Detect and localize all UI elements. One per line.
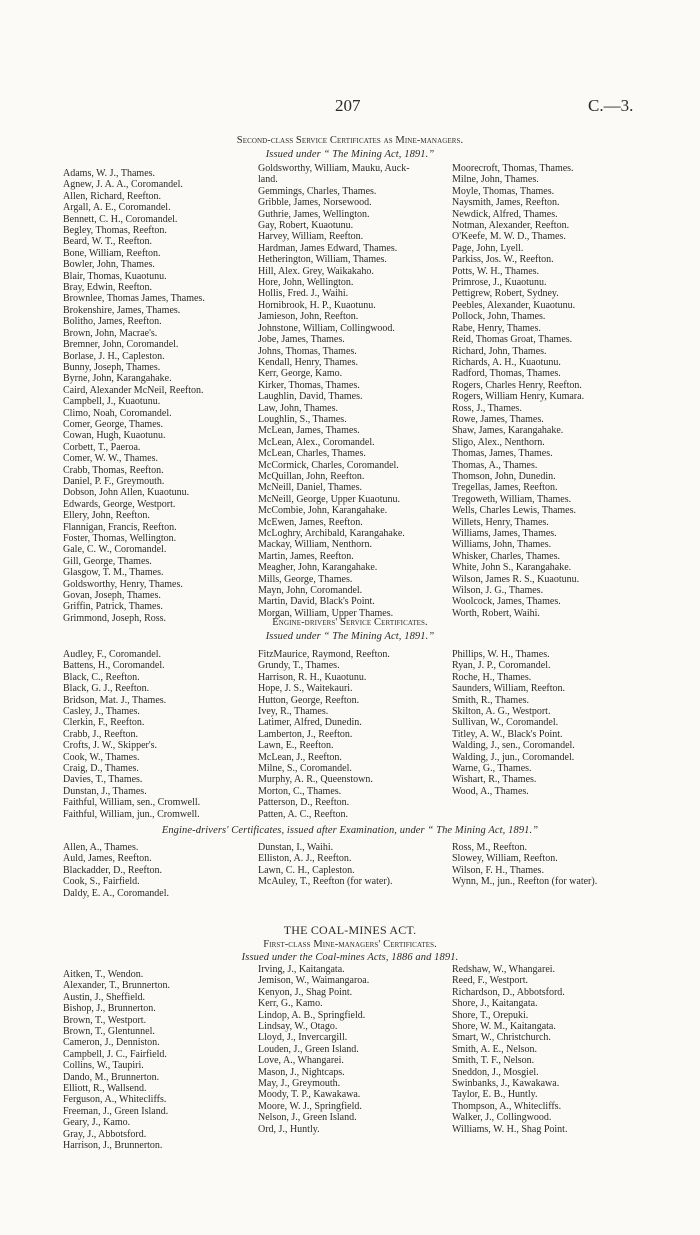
list-item: Moyle, Thomas, Thames. bbox=[452, 185, 555, 197]
list-item: Walker, J., Collingwood. bbox=[452, 1112, 552, 1124]
section-subtitle: Issued under “ The Mining Act, 1891.” bbox=[265, 631, 435, 642]
list-item: Patten, A. C., Reefton. bbox=[258, 808, 348, 820]
list-item: Lindop, A. B., Springfield. bbox=[258, 1009, 366, 1021]
list-item: Bremner, John, Coromandel. bbox=[63, 339, 179, 351]
list-item: Byrne, John, Karangahake. bbox=[63, 373, 172, 385]
list-item: Swinbanks, J., Kawakawa. bbox=[452, 1078, 560, 1090]
list-item: Brokenshire, James, Thames. bbox=[63, 304, 181, 316]
list-item: Bishop, J., Brunnerton. bbox=[63, 1003, 156, 1015]
list-item: Campbell, J. C., Fairfield. bbox=[63, 1048, 167, 1060]
list-item: Lloyd, J., Invercargill. bbox=[258, 1032, 348, 1044]
list-item: Harrison, R. H., Kuaotunu. bbox=[258, 671, 367, 683]
list-item: Rogers, Charles Henry, Reefton. bbox=[452, 379, 582, 391]
list-item: Richardson, D., Abbotsford. bbox=[452, 986, 565, 998]
list-item: Smart, W., Christchurch. bbox=[452, 1032, 551, 1044]
list-item: Wood, A., Thames. bbox=[452, 785, 529, 797]
list-item: Ross, J., Thames. bbox=[452, 402, 522, 414]
list-item: Climo, Noah, Coromandel. bbox=[63, 407, 172, 419]
list-item: McLean, Alex., Coromandel. bbox=[258, 436, 375, 448]
list-item: Phillips, W. H., Thames. bbox=[452, 649, 550, 660]
list-item: Radford, Thomas, Thames. bbox=[452, 368, 561, 380]
list-item: Bray, Edwin, Reefton. bbox=[63, 282, 153, 294]
list-item: Mayn, John, Coromandel. bbox=[258, 585, 363, 597]
list-item: Walding, J., sen., Coromandel. bbox=[452, 740, 575, 752]
list-item: Gemmings, Charles, Thames. bbox=[258, 185, 377, 197]
list-item: Woolcock, James, Thames. bbox=[452, 596, 561, 608]
list-item: Comer, George, Thames. bbox=[63, 418, 164, 430]
list-item: Edwards, George, Westport. bbox=[63, 498, 176, 510]
list-item: Martin, David, Black's Point. bbox=[258, 596, 375, 608]
list-item: May, J., Greymouth. bbox=[258, 1078, 341, 1090]
list-item: Saunders, William, Reefton. bbox=[452, 683, 566, 695]
list-item: Wishart, R., Thames. bbox=[452, 774, 537, 786]
list-item: O'Keefe, M. W. D., Thames. bbox=[452, 231, 566, 243]
list-item: Crabb, J., Reefton. bbox=[63, 728, 138, 740]
name-list bbox=[258, 163, 410, 619]
list-item: Ryan, J. P., Coromandel. bbox=[452, 660, 551, 672]
list-item: Whisker, Charles, Thames. bbox=[452, 550, 560, 562]
list-item: Thomas, A., Thames. bbox=[452, 459, 538, 471]
list-item: Sligo, Alex., Nenthorn. bbox=[452, 436, 545, 448]
list-item: Guthrie, James, Wellington. bbox=[258, 208, 370, 220]
list-item: Love, A., Whangarei. bbox=[258, 1055, 344, 1067]
list-item: Craig, D., Thames. bbox=[63, 763, 139, 775]
section-title bbox=[0, 825, 700, 836]
list-item: Goldsworthy, William, Mauku, Auck- bbox=[258, 163, 410, 174]
list-item: Harrison, J., Brunnerton. bbox=[63, 1140, 163, 1152]
list-item: Bennett, C. H., Coromandel. bbox=[63, 213, 178, 225]
list-item: Gribble, James, Norsewood. bbox=[258, 197, 372, 209]
list-item: Caird, Alexander McNeil, Reefton. bbox=[63, 384, 204, 396]
list-item: Glasgow, T. M., Thames. bbox=[63, 567, 164, 579]
list-item: Corbett, T., Paeroa. bbox=[63, 441, 141, 453]
name-list bbox=[63, 969, 170, 1152]
list-item: Richard, John, Thames. bbox=[452, 345, 547, 357]
list-item: Meagher, John, Karangahake. bbox=[258, 562, 378, 574]
list-item: Hore, John, Wellington. bbox=[258, 277, 354, 289]
list-item: Peebles, Alexander, Kuaotunu. bbox=[452, 299, 576, 311]
list-item: Wells, Charles Lewis, Thames. bbox=[452, 505, 576, 517]
list-item: Mackay, William, Nenthorn. bbox=[258, 539, 373, 551]
list-item: Grimmond, Joseph, Ross. bbox=[63, 612, 167, 624]
series-code: C.—3. bbox=[588, 96, 634, 115]
name-list bbox=[258, 842, 393, 888]
list-item: Taylor, E. B., Huntly. bbox=[452, 1089, 538, 1101]
list-item: Kendall, Henry, Thames. bbox=[258, 356, 358, 368]
list-item: Willets, Henry, Thames. bbox=[452, 516, 549, 528]
list-item: McNeill, George, Upper Kuaotunu. bbox=[258, 493, 401, 505]
list-item: Page, John, Lyell. bbox=[452, 242, 524, 254]
list-item: Moody, T. P., Kawakawa. bbox=[258, 1089, 361, 1101]
list-item: Comer, W. W., Thames. bbox=[63, 453, 158, 465]
list-item: Potts, W. H., Thames. bbox=[452, 265, 540, 277]
list-item: Mason, J., Nightcaps. bbox=[258, 1066, 345, 1078]
list-item: Smith, R., Thames. bbox=[452, 694, 530, 706]
list-item: Cameron, J., Denniston. bbox=[63, 1037, 160, 1049]
list-item: Harvey, William, Reefton. bbox=[258, 231, 364, 243]
list-item: Worth, Robert, Waihi. bbox=[452, 607, 540, 619]
list-item: Smith, T. F., Nelson. bbox=[452, 1055, 535, 1067]
list-item: Shore, W. M., Kaitangata. bbox=[452, 1021, 556, 1033]
list-item: Campbell, J., Kuaotunu. bbox=[63, 396, 161, 408]
list-item: Ross, M., Reefton. bbox=[452, 842, 527, 853]
list-item: Blair, Thomas, Kuaotunu. bbox=[63, 270, 167, 282]
list-item: Rowe, James, Thames. bbox=[452, 413, 544, 425]
list-item: Alexander, T., Brunnerton. bbox=[63, 980, 170, 992]
list-item: Blackadder, D., Reefton. bbox=[63, 864, 163, 876]
list-item: Reed, F., Westport. bbox=[452, 975, 528, 987]
list-item: Crofts, J. W., Skipper's. bbox=[63, 740, 158, 752]
list-item: Begley, Thomas, Reefton. bbox=[63, 225, 167, 237]
list-item: Allen, Richard, Reefton. bbox=[63, 190, 162, 202]
list-item: Primrose, J., Kuaotunu. bbox=[452, 277, 547, 289]
list-item: Wynn, M., jun., Reefton (for water). bbox=[452, 876, 598, 888]
list-item: Bolitho, James, Reefton. bbox=[63, 316, 162, 328]
list-item: Jemison, W., Waimangaroa. bbox=[258, 975, 370, 987]
list-item: Slowey, William, Reefton. bbox=[452, 853, 558, 865]
list-item: Titley, A. W., Black's Point. bbox=[452, 728, 563, 740]
list-item: Kenyon, J., Shag Point. bbox=[258, 986, 353, 998]
list-item: Dando, M., Brunnerton. bbox=[63, 1071, 160, 1083]
section-title-italic: Engine-drivers' Certificates, issued after Examination, under bbox=[161, 825, 425, 836]
list-item: Adams, W. J., Thames. bbox=[63, 168, 156, 179]
list-item: Thomas, James, Thames. bbox=[452, 448, 553, 460]
list-item: Louden, J., Green Island. bbox=[258, 1043, 359, 1055]
section-title: Second-class Service Certificates as Mine-managers. bbox=[236, 135, 464, 146]
list-item: Cook, S., Fairfield. bbox=[63, 876, 140, 888]
act-title: THE COAL-MINES ACT. bbox=[283, 923, 417, 937]
list-item: Tregellas, James, Reefton. bbox=[452, 482, 558, 494]
list-item: Newdick, Alfred, Thames. bbox=[452, 208, 558, 220]
list-item: Borlase, J. H., Capleston. bbox=[63, 350, 165, 362]
list-item: Auld, James, Reefton. bbox=[63, 853, 152, 865]
name-list bbox=[452, 163, 584, 619]
list-item: McCormick, Charles, Coromandel. bbox=[258, 459, 399, 471]
list-item: Allen, A., Thames. bbox=[63, 842, 139, 853]
list-item: Mills, George, Thames. bbox=[258, 573, 353, 585]
list-item: land. bbox=[258, 174, 278, 186]
list-item: McLean, Charles, Thames. bbox=[258, 448, 366, 460]
section-title: First-class Mine-managers' Certificates. bbox=[263, 939, 437, 950]
list-item: Law, John, Thames. bbox=[258, 402, 338, 414]
list-item: Hollis, Fred. J., Waihi. bbox=[258, 288, 349, 300]
list-item: Roche, H., Thames. bbox=[452, 671, 532, 683]
list-item: Brown, T., Westport. bbox=[63, 1014, 147, 1026]
name-list bbox=[63, 649, 200, 820]
list-item: Argall, A. E., Coromandel. bbox=[63, 202, 171, 214]
list-item: McAuley, T., Reefton (for water). bbox=[258, 876, 393, 888]
list-item: Collins, W., Taupiri. bbox=[63, 1060, 144, 1072]
list-item: Notman, Alexander, Reefton. bbox=[452, 220, 570, 232]
list-item: Hutton, George, Reefton. bbox=[258, 694, 360, 706]
list-item: Elliston, A. J., Reefton. bbox=[258, 853, 352, 865]
list-item: Brown, T., Glentunnel. bbox=[63, 1026, 155, 1038]
list-item: Gale, C. W., Coromandel. bbox=[63, 544, 167, 556]
list-item: McLean, J., Reefton. bbox=[258, 751, 342, 763]
list-item: Crabb, Thomas, Reefton. bbox=[63, 464, 164, 476]
list-item: Hornibrook, H. P., Kuaotunu. bbox=[258, 299, 376, 311]
list-item: Lamberton, J., Reefton. bbox=[258, 728, 353, 740]
list-item: Hetherington, William, Thames. bbox=[258, 254, 387, 266]
list-item: Loughlin, S., Thames. bbox=[258, 413, 347, 425]
list-item: Milne, S., Coromandel. bbox=[258, 763, 352, 775]
list-item: Gay, Robert, Kuaotunu. bbox=[258, 220, 354, 232]
name-list bbox=[63, 168, 205, 624]
list-item: Flannigan, Francis, Reefton. bbox=[63, 521, 177, 533]
list-item: Shore, T., Orepuki. bbox=[452, 1009, 529, 1021]
list-item: Freeman, J., Green Island. bbox=[63, 1105, 169, 1117]
list-item: Warne, G., Thames. bbox=[452, 763, 532, 775]
list-item: Bridson, Mat. J., Thames. bbox=[63, 694, 167, 706]
list-item: Gray, J., Abbotsford. bbox=[63, 1128, 147, 1140]
name-list bbox=[258, 649, 390, 820]
name-list bbox=[452, 842, 597, 888]
list-item: Wilson, J. G., Thames. bbox=[452, 585, 544, 597]
list-item: Richards, A. H., Kuaotunu. bbox=[452, 356, 561, 368]
list-item: Geary, J., Kamo. bbox=[63, 1117, 131, 1129]
list-item: Murphy, A. R., Queenstown. bbox=[258, 774, 373, 786]
list-item: Patterson, D., Reefton. bbox=[258, 797, 350, 809]
list-item: Morgan, William, Upper Thames. bbox=[258, 607, 394, 619]
list-item: Nelson, J., Green Island. bbox=[258, 1112, 357, 1124]
list-item: Thompson, A., Whitecliffs. bbox=[452, 1100, 562, 1112]
list-item: McLoghry, Archibald, Karangahake. bbox=[258, 528, 405, 539]
list-item: Thomson, John, Dunedin. bbox=[452, 470, 556, 482]
list-item: Naysmith, James, Reefton. bbox=[452, 197, 560, 209]
list-item: Rabe, Henry, Thames. bbox=[452, 322, 541, 334]
list-item: Griffin, Patrick, Thames. bbox=[63, 601, 163, 613]
list-item: Hope, J. S., Waitekauri. bbox=[258, 683, 353, 695]
list-item: Milne, John, Thames. bbox=[452, 174, 539, 186]
name-list bbox=[63, 842, 169, 899]
list-item: Bunny, Joseph, Thames. bbox=[63, 361, 161, 373]
list-item: Hardman, James Edward, Thames. bbox=[258, 242, 398, 254]
list-item: Brownlee, Thomas James, Thames. bbox=[63, 293, 205, 305]
list-item: Martin, James, Reefton. bbox=[258, 550, 354, 562]
list-item: Black, G. J., Reefton. bbox=[63, 683, 150, 695]
list-item: Ferguson, A., Whitecliffs. bbox=[63, 1094, 167, 1106]
list-item: McNeill, Daniel, Thames. bbox=[258, 482, 362, 494]
list-item: Davies, T., Thames. bbox=[63, 774, 143, 786]
list-item: Johns, Thomas, Thames. bbox=[258, 345, 357, 357]
list-item: Goldsworthy, Henry, Thames. bbox=[63, 578, 183, 590]
list-item: Agnew, J. A. A., Coromandel. bbox=[63, 179, 183, 191]
list-item: Brown, John, Macrae's. bbox=[63, 327, 158, 339]
list-item: Audley, F., Coromandel. bbox=[63, 649, 161, 660]
list-item: Kirker, Thomas, Thames. bbox=[258, 379, 360, 391]
list-item: Aitken, T., Wendon. bbox=[63, 969, 144, 980]
list-item: McCombie, John, Karangahake. bbox=[258, 505, 388, 517]
list-item: Shore, J., Kaitangata. bbox=[452, 998, 538, 1010]
list-item: Foster, Thomas, Wellington. bbox=[63, 533, 177, 544]
list-item: Ivey, R., Thames. bbox=[258, 706, 329, 718]
list-item: Ord, J., Huntly. bbox=[258, 1123, 320, 1135]
list-item: Wilson, F. H., Thames. bbox=[452, 864, 544, 876]
list-item: White, John S., Karangahake. bbox=[452, 562, 572, 574]
name-list bbox=[258, 964, 369, 1135]
name-list bbox=[452, 964, 567, 1135]
list-item: Gill, George, Thames. bbox=[63, 555, 152, 567]
list-item: Smith, A. E., Nelson. bbox=[452, 1043, 538, 1055]
list-item: Cook, W., Thames. bbox=[63, 751, 140, 763]
list-item: Austin, J., Sheffield. bbox=[63, 991, 146, 1003]
list-item: Moorecroft, Thomas, Thames. bbox=[452, 163, 574, 174]
list-item: Shaw, James, Karangahake. bbox=[452, 425, 564, 437]
list-item: McEwen, James, Reefton. bbox=[258, 516, 363, 528]
list-item: Tregoweth, William, Thames. bbox=[452, 493, 572, 505]
list-item: Beard, W. T., Reefton. bbox=[63, 236, 153, 248]
list-item: Elliott, R., Wallsend. bbox=[63, 1083, 147, 1095]
list-item: Williams, John, Thames. bbox=[452, 539, 552, 551]
list-item: Casley, J., Thames. bbox=[63, 706, 140, 718]
section-title: Engine-drivers' Service Certificates. bbox=[272, 617, 428, 628]
page-number: 207 bbox=[335, 96, 361, 115]
list-item: Skilton, A. G., Westport. bbox=[452, 706, 551, 718]
list-item: Black, C., Reefton. bbox=[63, 671, 140, 683]
list-item: Rogers, William Henry, Kumara. bbox=[452, 391, 585, 403]
list-item: McLean, James, Thames. bbox=[258, 425, 360, 437]
list-item: Irving, J., Kaitangata. bbox=[258, 964, 345, 975]
list-item: Lindsay, W., Otago. bbox=[258, 1021, 338, 1033]
list-item: Faithful, William, jun., Cromwell. bbox=[63, 808, 200, 820]
list-item: Clerkin, F., Reefton. bbox=[63, 717, 145, 729]
list-item: Latimer, Alfred, Dunedin. bbox=[258, 717, 362, 729]
list-item: Kerr, George, Kamo. bbox=[258, 368, 343, 380]
list-item: Lawn, C. H., Capleston. bbox=[258, 864, 355, 876]
section-title-quote: “ The Mining Act, 1891.” bbox=[424, 825, 539, 836]
list-item: Hill, Alex. Grey, Waikakaho. bbox=[258, 265, 374, 277]
list-item: Johnstone, William, Collingwood. bbox=[258, 322, 395, 334]
list-item: Sneddon, J., Mosgiel. bbox=[452, 1066, 539, 1078]
list-item: Sullivan, W., Coromandel. bbox=[452, 717, 559, 729]
list-item: Pettigrew, Robert, Sydney. bbox=[452, 288, 559, 300]
list-item: Daniel, P. F., Greymouth. bbox=[63, 475, 165, 487]
list-item: Redshaw, W., Whangarei. bbox=[452, 964, 556, 975]
list-item: Jobe, James, Thames. bbox=[258, 334, 345, 346]
list-item: Dunstan, I., Waihi. bbox=[258, 842, 334, 853]
list-item: Govan, Joseph, Thames. bbox=[63, 590, 161, 602]
list-item: Daldy, E. A., Coromandel. bbox=[63, 887, 170, 899]
list-item: Pollock, John, Thames. bbox=[452, 311, 546, 323]
list-item: Laughlin, David, Thames. bbox=[258, 391, 363, 403]
list-item: Dobson, John Allen, Kuaotunu. bbox=[63, 487, 190, 499]
list-item: Moore, W. J., Springfield. bbox=[258, 1100, 362, 1112]
list-item: Dunstan, J., Thames. bbox=[63, 785, 147, 797]
list-item: Parkiss, Jos. W., Reefton. bbox=[452, 254, 554, 266]
list-item: Williams, W. H., Shag Point. bbox=[452, 1123, 568, 1135]
list-item: Jamieson, John, Reefton. bbox=[258, 311, 359, 323]
list-item: Bone, William, Reefton. bbox=[63, 247, 161, 259]
list-item: Bowler, John, Thames. bbox=[63, 259, 155, 271]
name-list bbox=[452, 649, 575, 797]
list-item: Williams, James, Thames. bbox=[452, 528, 557, 539]
list-item: Kerr, G., Kamo. bbox=[258, 998, 323, 1010]
list-item: Lawn, E., Reefton. bbox=[258, 740, 334, 752]
list-item: McQuillan, John, Reefton. bbox=[258, 470, 365, 482]
list-item: Faithful, William, sen., Cromwell. bbox=[63, 797, 201, 809]
list-item: Grundy, T., Thames. bbox=[258, 660, 340, 672]
list-item: Ellery, John, Reefton. bbox=[63, 510, 150, 522]
section-subtitle: Issued under “ The Mining Act, 1891.” bbox=[265, 149, 435, 160]
list-item: Morton, C., Thames. bbox=[258, 785, 342, 797]
list-item: Battens, H., Coromandel. bbox=[63, 660, 165, 672]
list-item: Walding, J., jun., Coromandel. bbox=[452, 751, 575, 763]
section-subtitle: Issued under the Coal-mines Acts, 1886 and 1891. bbox=[241, 952, 459, 963]
list-item: Reid, Thomas Groat, Thames. bbox=[452, 334, 573, 346]
list-item: Wilson, James R. S., Kuaotunu. bbox=[452, 573, 580, 585]
list-item: Cowan, Hugh, Kuaotunu. bbox=[63, 430, 166, 442]
list-item: FitzMaurice, Raymond, Reefton. bbox=[258, 649, 390, 660]
